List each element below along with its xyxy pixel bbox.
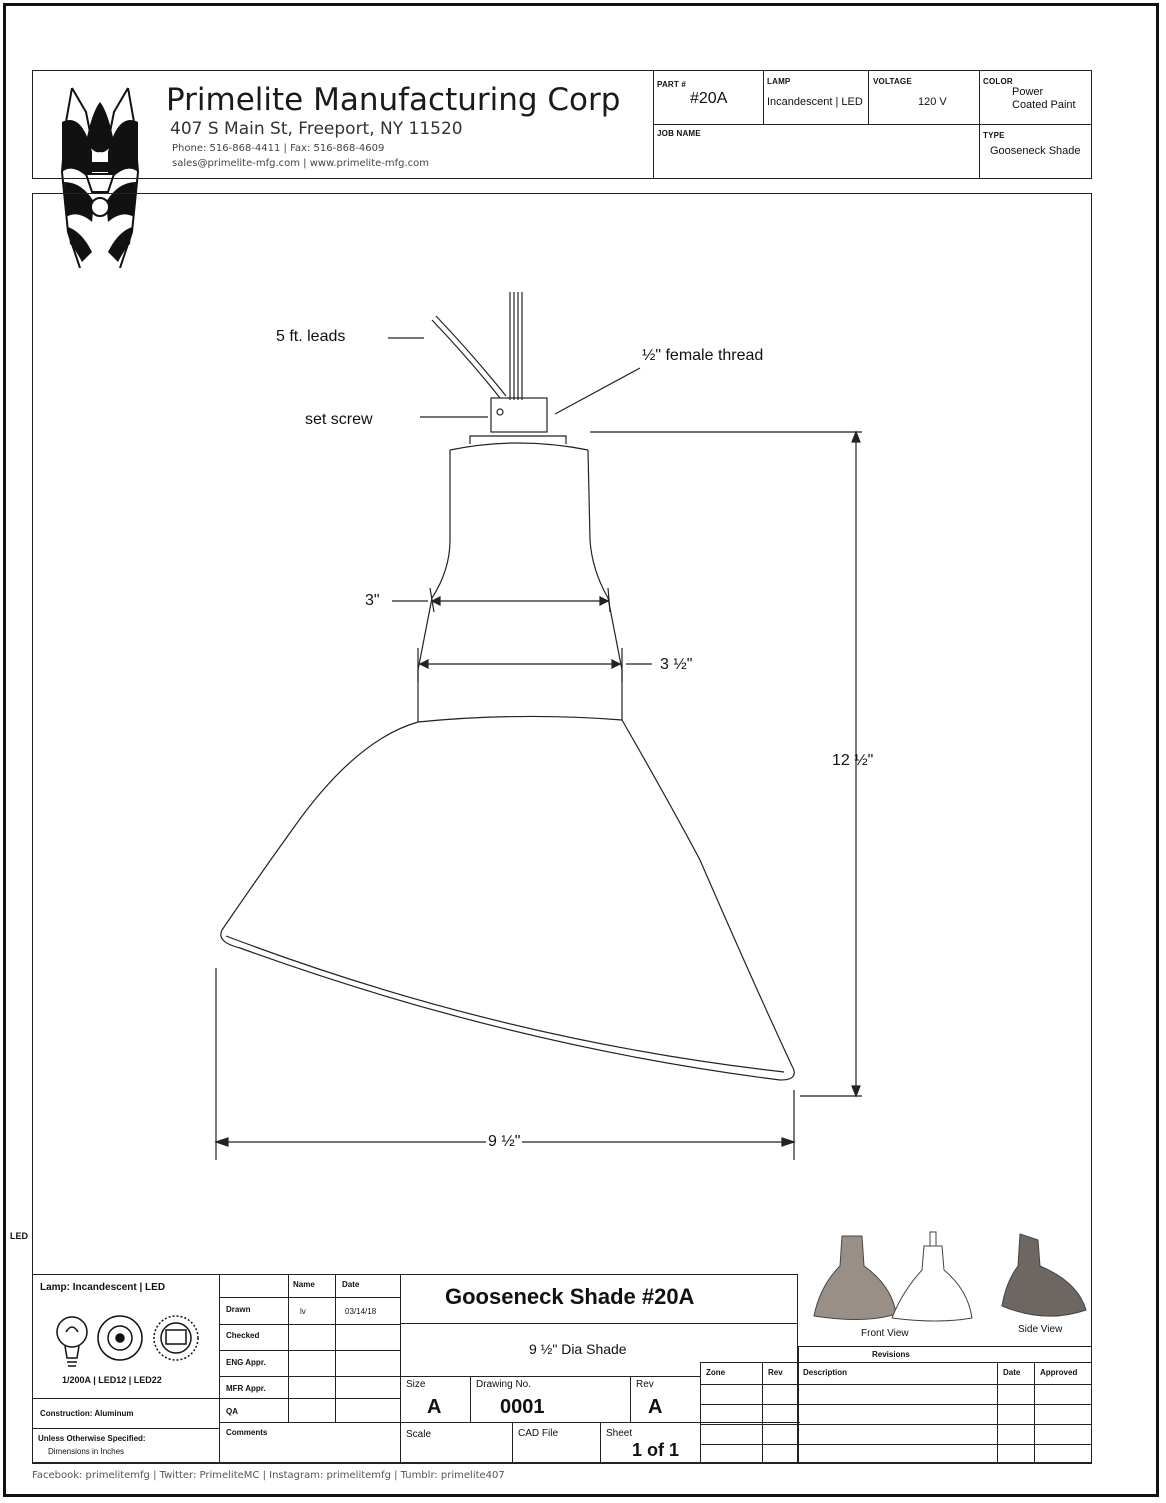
tb-divider: [630, 1376, 631, 1422]
rev-value: A: [648, 1396, 663, 1418]
drawn-name: lv: [300, 1307, 306, 1316]
size-label: Size: [406, 1379, 426, 1390]
tb-divider: [400, 1376, 700, 1377]
front-view-label: Front View: [861, 1328, 909, 1339]
social-footer: Facebook: primelitemfg | Twitter: PrimeliteMC | Instagram: primelitemfg | Tumblr: primelite407: [32, 1470, 505, 1481]
construction: Construction: Aluminum: [40, 1409, 134, 1418]
part-label: PART #: [657, 80, 687, 89]
rev-divider: [762, 1362, 763, 1464]
stray-led-label: LED: [10, 1231, 28, 1241]
tb-divider: [512, 1422, 513, 1464]
rev-col-description: Description: [803, 1368, 848, 1377]
dim-width: 9 ½": [488, 1133, 521, 1150]
rev-col-zone: Zone: [706, 1368, 726, 1377]
tb-divider: [220, 1324, 400, 1325]
rev-label: Rev: [636, 1379, 654, 1390]
tb-divider: [220, 1350, 400, 1351]
rev-divider: [798, 1362, 799, 1464]
type-value: Gooseneck Shade: [990, 145, 1081, 157]
side-view-label: Side View: [1018, 1324, 1063, 1335]
row-eng: ENG Appr.: [226, 1358, 266, 1367]
color-value-1: Power: [1012, 86, 1044, 98]
tb-divider: [470, 1376, 471, 1422]
tb-divider: [400, 1323, 798, 1324]
company-email-web: sales@primelite-mfg.com | www.primelite-mfg.com: [172, 158, 430, 169]
color-value-2: Coated Paint: [1012, 99, 1076, 111]
row-checked: Checked: [226, 1331, 260, 1340]
rev-divider: [1034, 1362, 1035, 1464]
tb-divider: [219, 1274, 220, 1464]
cad-label: CAD File: [518, 1428, 559, 1439]
row-qa: QA: [226, 1407, 238, 1416]
company-phone-fax: Phone: 516-868-4411 | Fax: 516-868-4609: [172, 143, 385, 154]
company-name: Primelite Manufacturing Corp: [166, 82, 621, 118]
scale-label: Scale: [406, 1429, 432, 1440]
rev-divider: [997, 1362, 998, 1464]
col-name: Name: [293, 1280, 315, 1289]
size-value: A: [427, 1396, 442, 1418]
row-drawn: Drawn: [226, 1305, 251, 1314]
drawing-title: Gooseneck Shade #20A: [445, 1284, 695, 1309]
color-label: COLOR: [983, 77, 1013, 86]
sheet-value: 1 of 1: [632, 1440, 680, 1460]
voltage-label: VOLTAGE: [873, 77, 912, 86]
lamp-value: Incandescent | LED: [767, 96, 863, 108]
dim-3-inch: 3": [365, 592, 380, 609]
tb-divider: [600, 1422, 601, 1464]
revisions-heading: Revisions: [872, 1350, 910, 1359]
drawing-no-label: Drawing No.: [476, 1379, 532, 1390]
dim-height: 12 ½": [832, 752, 874, 769]
label-set-screw: set screw: [305, 411, 373, 428]
sheet-label: Sheet: [606, 1428, 633, 1439]
company-address: 407 S Main St, Freeport, NY 11520: [170, 119, 463, 139]
type-label: TYPE: [983, 131, 1005, 140]
lamp-label: LAMP: [767, 77, 791, 86]
tb-divider: [220, 1398, 400, 1399]
rev-col-approved: Approved: [1040, 1368, 1078, 1377]
tb-divider: [32, 1428, 220, 1429]
tb-divider: [220, 1297, 400, 1298]
label-thread: ½" female thread: [642, 347, 764, 364]
part-value: #20A: [690, 90, 728, 107]
tb-divider: [32, 1398, 220, 1399]
rev-col-date: Date: [1003, 1368, 1021, 1377]
lamp-spec: Lamp: Incandescent | LED: [40, 1282, 166, 1293]
job-label: JOB NAME: [657, 129, 701, 138]
row-mfr: MFR Appr.: [226, 1384, 266, 1393]
label-leads: 5 ft. leads: [276, 328, 346, 345]
unless-specified: Unless Otherwise Specified:: [38, 1434, 146, 1443]
drawing-subtitle: 9 ½" Dia Shade: [529, 1341, 627, 1357]
row-comments: Comments: [226, 1428, 268, 1437]
col-date: Date: [342, 1280, 360, 1289]
tb-divider: [400, 1274, 401, 1464]
bulb-icons: [50, 1308, 206, 1372]
dimensions-note: Dimensions in Inches: [48, 1447, 125, 1456]
rev-col-rev: Rev: [768, 1368, 783, 1377]
drawn-date: 03/14/18: [345, 1307, 377, 1316]
voltage-value: 120 V: [918, 96, 947, 108]
tb-divider: [220, 1376, 400, 1377]
view-thumbnails: [806, 1226, 1092, 1326]
dim-3-5-inch: 3 ½": [660, 656, 693, 673]
lamp-models: 1/200A | LED12 | LED22: [62, 1375, 162, 1385]
drawing-no-value: 0001: [500, 1396, 545, 1418]
